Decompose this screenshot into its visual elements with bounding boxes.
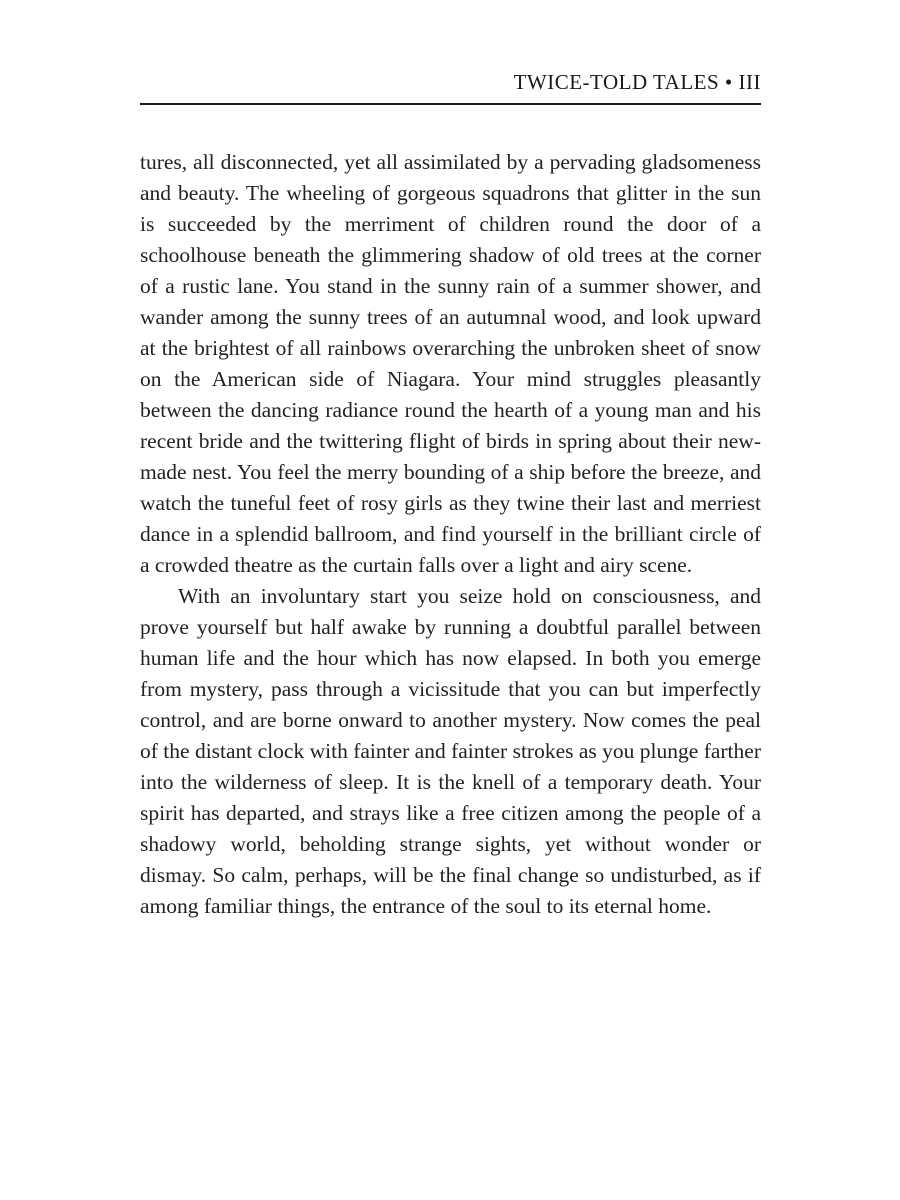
running-header: TWICE-TOLD TALES • III	[513, 70, 761, 94]
text-column	[140, 0, 761, 922]
header-rule	[140, 103, 761, 105]
paragraph: With an involuntary start you seize hold on consciousness, and prove yourself but half awake by running a doubtful parallel between human life and the hour which has now elapsed. In both you emerge from mystery, pass through a vicissitude that you can but imperfectly control, and are borne onward to another mystery. Now comes the peal of the distant clock with fainter and fainter strokes as you plunge farther into the wilderness of sleep. It is the knell of a temporary death. Your spirit has departed, and strays like a free citizen among the people of a shadowy world, beholding strange sights, yet without wonder or dismay. So calm, perhaps, will be the final change so undisturbed, as if among familiar things, the entrance of the soul to its eternal home.	[140, 584, 761, 918]
body-text	[140, 147, 761, 922]
paragraph: tures, all disconnected, yet all assimilated by a pervading gladsomeness and beauty. The wheeling of gorgeous squadrons that glitter in the sun is succeeded by the merriment of children round the door of a schoolhouse beneath the glimmering shadow of old trees at the corner of a rustic lane. You stand in the sunny rain of a summer shower, and wander among the sunny trees of an autumnal wood, and look upward at the brightest of all rainbows overarching the unbroken sheet of snow on the American side of Niagara. Your mind struggles pleasantly between the dancing radiance round the hearth of a young man and his recent bride and the twittering flight of birds in spring about their new-made nest. You feel the merry bounding of a ship before the breeze, and watch the tuneful feet of rosy girls as they twine their last and merriest dance in a splendid ballroom, and find yourself in the brilliant circle of a crowded theatre as the curtain falls over a light and airy scene.	[140, 150, 761, 577]
